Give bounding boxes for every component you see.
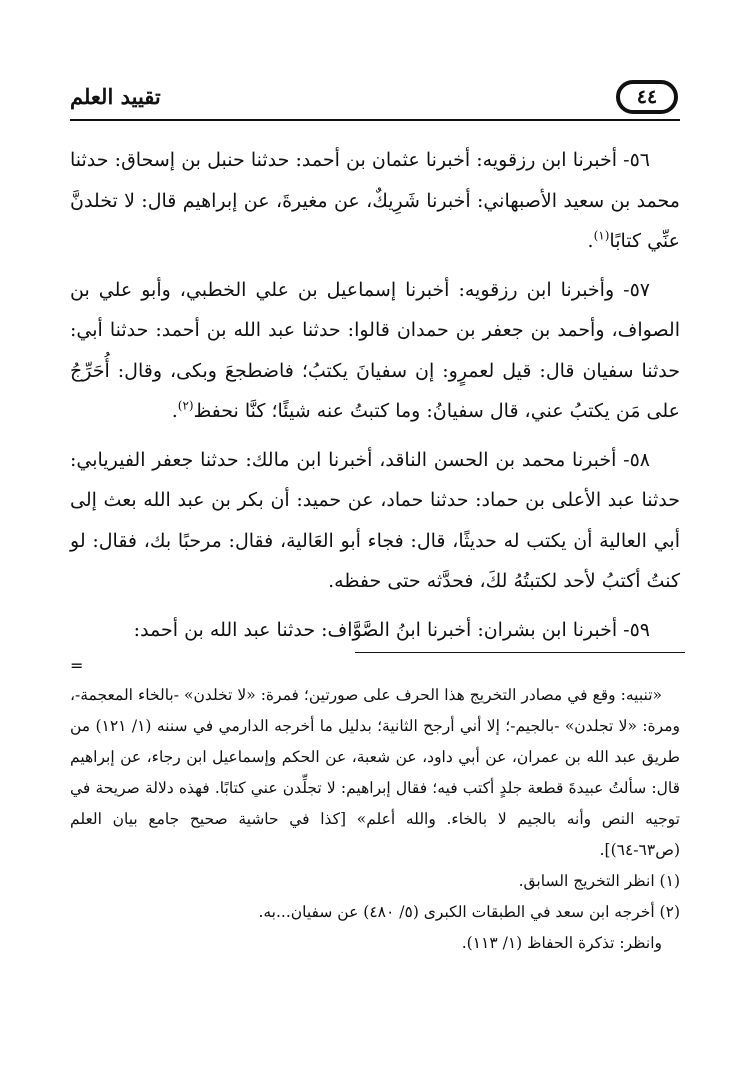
footnote-2: (٢) أخرجه ابن سعد في الطبقات الكبرى (٥/ ٤٨٠) عن سفيان...به. (258, 903, 680, 921)
footnote-1: (١) انظر التخريج السابق. (518, 872, 680, 890)
main-text (70, 140, 680, 658)
footnote-2-see-also: وانظر: تذكرة الحفاظ (١/ ١١٣). (461, 934, 662, 952)
footnote-continuation-mark: = (70, 656, 84, 675)
paragraph-58: ٥٨- أخبرنا محمد بن الحسن الناقد، أخبرنا ابن مالك: حدثنا جعفر الفيريابي: حدثنا عبد الأعلى بن حماد: حدثنا حماد، عن حميد: أن بكر بن عبد الله بعث إلى أبي العالية أن يكتب له حديثًا، قال: فجاء أبو العَالية، فقال: مرحبًا بك، فقال: لو كنتُ أكتبُ لأحد لكتبتُهُ لكَ، فحدَّثه حتى حفظه. (70, 448, 680, 592)
header-divider (70, 119, 680, 121)
page-number-badge (616, 80, 678, 114)
book-title: تقييد العلم (70, 84, 161, 109)
paragraph-57-end: . (171, 400, 178, 422)
paragraph-57 (70, 270, 680, 432)
footnote-ref-1: (١) (593, 228, 610, 243)
footnote-continued-note: «تنبيه: وقع في مصادر التخريج هذا الحرف على صورتين؛ فمرة: «لا تخلدن» -بالخاء المعجمة-، ومرة: «لا تجلدن» -بالجيم-؛ إلا أني أرجح الثانية؛ بدليل ما أخرجه الدارمي في سننه (١/ ١٢١) من طريق عبد الله بن عمران، عن أبي داود، عن شعبة، عن الحكم وإسماعيل ابن رجاء، عن إبراهيم قال: سألتُ عبيدةَ قطعة جلدٍ أكتب فيه؛ فقال إبراهيم: لا تجلِّدن عني كتابًا. فهذه دلالة صريحة في توجيه النص وأنه بالجيم لا بالخاء. والله أعلم» [كذا في حاشية صحيح جامع بيان العلم (ص٦٣-٦٤)]. (70, 686, 681, 859)
page-number: ٤٤ (636, 86, 658, 108)
paragraph-56-text: ٥٦- أخبرنا ابن رزقويه: أخبرنا عثمان بن أحمد: حدثنا حنبل بن إسحاق: حدثنا محمد بن سعيد الأصبهاني: أخبرنا شَرِيكٌ، عن مغيرةَ، عن إبراهيم قال: لا تخلدنَّ عنِّي كتابًا (70, 149, 680, 252)
footnote-ref-2: (٢) (177, 398, 194, 413)
paragraph-56 (70, 140, 680, 262)
paragraph-56-end: . (587, 230, 594, 252)
footnote-separator (355, 652, 685, 653)
footnotes (70, 680, 680, 959)
paragraph-59: ٥٩- أخبرنا ابن بشران: أخبرنا ابنُ الصَّوَّاف: حدثنا عبد الله بن أحمد: (133, 618, 650, 641)
page-header (70, 80, 680, 120)
paragraph-57-text: ٥٧- وأخبرنا ابن رزقويه: أخبرنا إسماعيل بن علي الخطبي، وأبو علي بن الصواف، وأحمد بن جعفر بن حمدان قالوا: حدثنا عبد الله بن أحمد: حدثنا أبي: حدثنا سفيان قال: قيل لعمرٍو: إن سفيانَ يكتبُ؛ فاضطجعَ وبكى، وقال: أُحَرِّجُ على مَن يكتبُ عني، قال سفيانُ: وما كتبتُ عنه شيئًا؛ كنَّا نحفظ (70, 278, 680, 422)
